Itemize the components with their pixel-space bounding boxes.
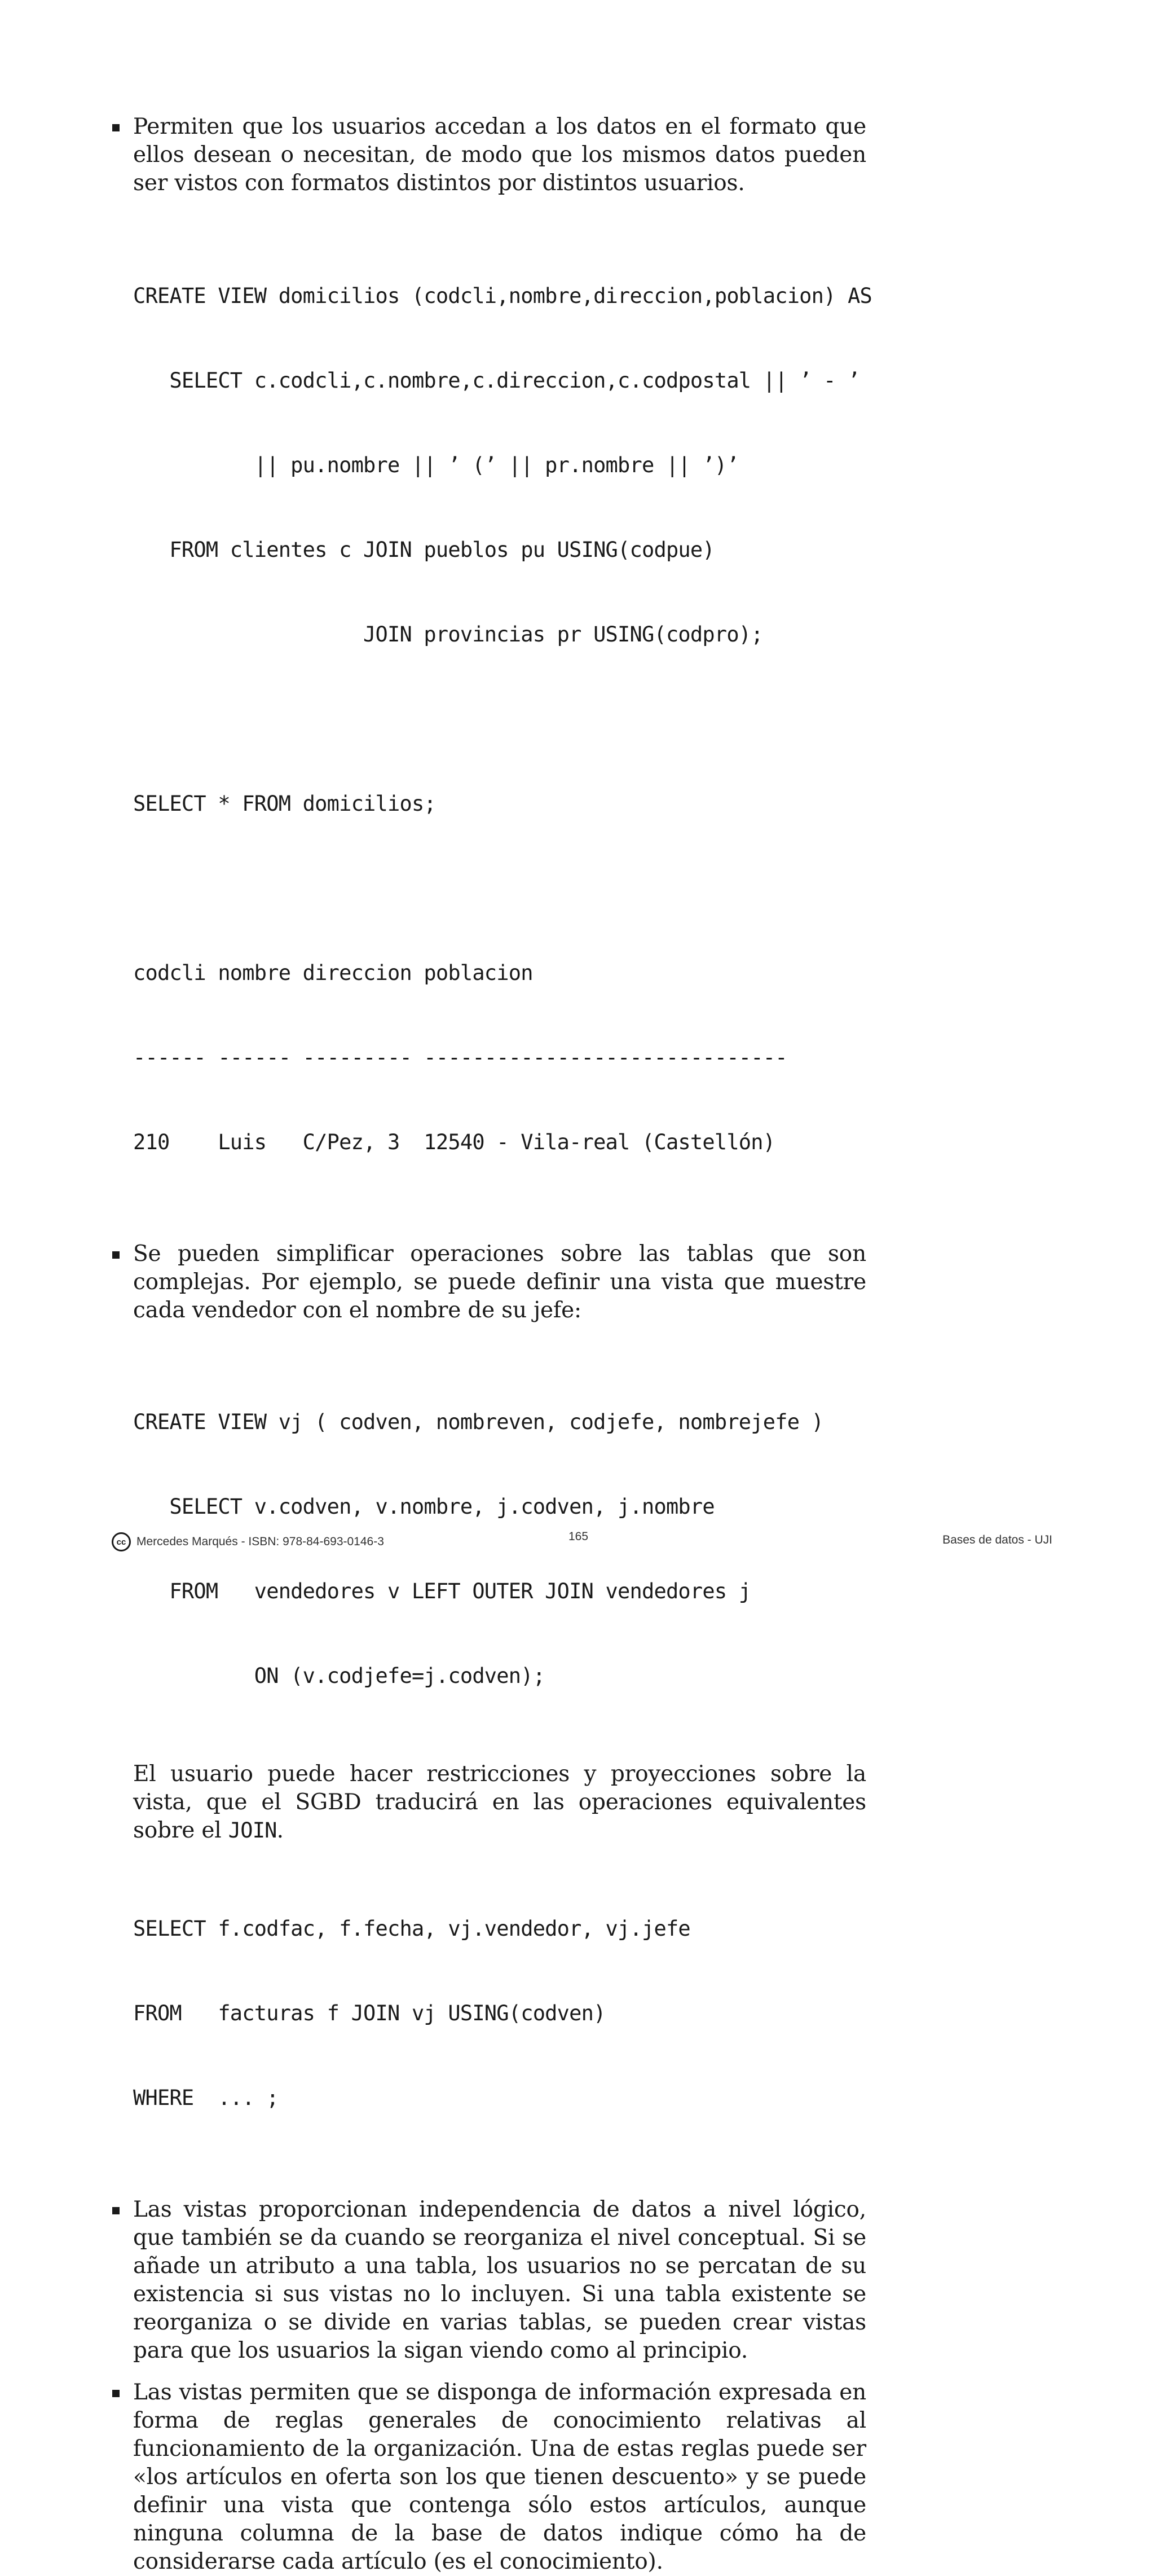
footer-title: Bases de datos - UJI (942, 1533, 1052, 1546)
code-line: ON (v.codjefe=j.codven); (133, 1664, 545, 1688)
bullet-marker (112, 2390, 120, 2397)
code-line: FROM clientes c JOIN pueblos pu USING(codpue) (133, 538, 715, 562)
code-line: SELECT * FROM domicilios; (133, 792, 436, 816)
code-line: FROM facturas f JOIN vj USING(codven) (133, 2001, 606, 2025)
code-line: JOIN provincias pr USING(codpro); (133, 622, 763, 647)
page-number: 165 (568, 1530, 589, 1543)
paragraph: Las vistas proporcionan independencia de datos a nivel lógico, que también se da cuando se reorganiza el nivel conceptual. Si se añade un atributo a una tabla, los usuarios no se percatan de su existencia si sus vistas no lo incluyen. Si una tabla existente se reorganiza o se divide en varias tablas, se pueden crear vistas para que los usuarios la sigan viendo como al principio. (133, 2197, 866, 2363)
list-item (111, 113, 872, 1213)
code-line: WHERE ... ; (133, 2086, 279, 2110)
page-content (111, 113, 872, 2576)
code-line: 210 Luis C/Pez, 3 12540 - Vila-real (Castellón) (133, 1130, 775, 1154)
bullet-marker (112, 1251, 120, 1259)
inline-code: JOIN (228, 1818, 277, 1843)
footer-author: Mercedes Marqués - ISBN: 978-84-693-0146-3 (136, 1535, 384, 1548)
paragraph: Las vistas permiten que se disponga de información expresada en forma de reglas generales de conocimiento relativas al funcionamiento de la organización. Una de estas reglas puede ser «los artículos en oferta son los que tienen descuento» y se puede definir una vista que contenga sólo estos artículos, aunque ninguna columna de la base de datos indique cómo ha de considerarse cada artículo (es el conocimiento). (133, 2380, 866, 2574)
code-line: ------ ------ --------- ------------------------------ (133, 1045, 787, 1070)
bullet-marker (112, 2207, 120, 2214)
code-block (133, 903, 866, 1213)
code-line: SELECT c.codcli,c.nombre,c.direccion,c.codpostal || ’ - ’ (133, 368, 860, 393)
code-block (133, 226, 872, 705)
code-line: SELECT v.codven, v.nombre, j.codven, j.nombre (133, 1494, 715, 1519)
code-block (133, 1858, 866, 2169)
code-line: FROM vendedores v LEFT OUTER JOIN vendedores j (133, 1579, 751, 1603)
footer-left (112, 1532, 384, 1551)
code-line: codcli nombre direccion poblacion (133, 961, 533, 985)
paragraph: Permiten que los usuarios accedan a los datos en el formato que ellos desean o necesitan, de modo que los mismos datos pueden ser vistos con formatos distintos por distintos usuarios. (133, 114, 866, 196)
list-item (111, 2379, 866, 2576)
paragraph: Se pueden simplificar operaciones sobre las tablas que son complejas. Por ejemplo, se puede definir una vista que muestre cada vendedor con el nombre de su jefe: (133, 1241, 866, 1323)
code-line: || pu.nombre || ’ (’ || pr.nombre || ’)’ (133, 453, 739, 477)
paragraph (133, 1760, 866, 1845)
creative-commons-icon: cc (112, 1532, 131, 1551)
code-line: CREATE VIEW domicilios (codcli,nombre,direccion,poblacion) AS (133, 284, 872, 308)
list-item (111, 1240, 866, 2169)
code-block (133, 733, 866, 874)
list-item (111, 2196, 866, 2365)
code-line: SELECT f.codfac, f.fecha, vj.vendedor, vj.jefe (133, 1916, 690, 1941)
page-footer (0, 1530, 1155, 1553)
paragraph-end: . (276, 1818, 284, 1843)
paragraph-text: El usuario puede hacer restricciones y proyecciones sobre la vista, que el SGBD traducirá en las operaciones equivalentes sobre el (133, 1761, 866, 1843)
code-line: CREATE VIEW vj ( codven, nombreven, codjefe, nombrejefe ) (133, 1410, 824, 1434)
bullet-marker (112, 124, 120, 131)
